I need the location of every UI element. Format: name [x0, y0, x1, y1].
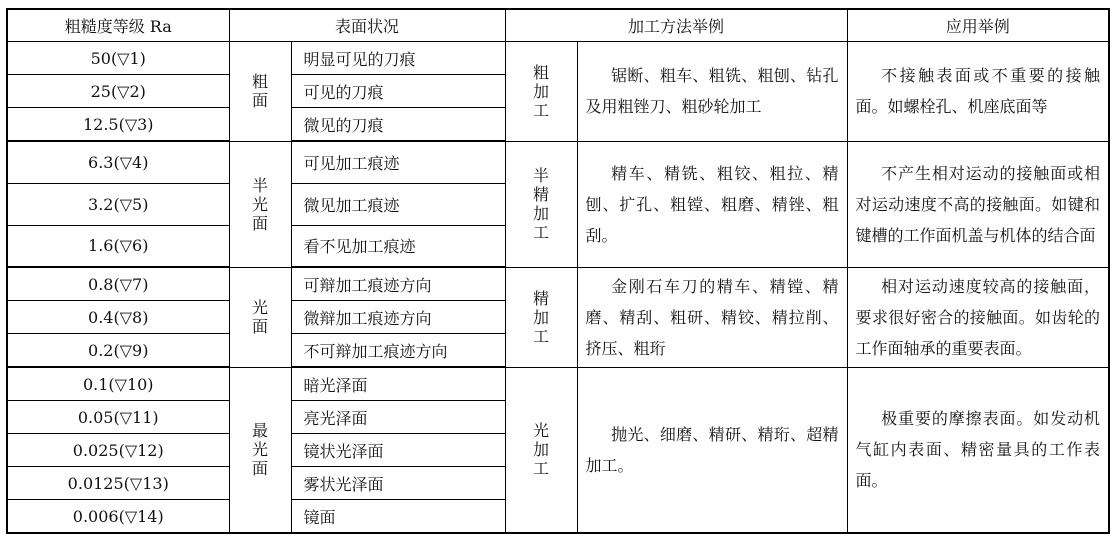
method-class: 光加工	[505, 367, 577, 533]
table-row	[7, 42, 1109, 75]
header-ra: 粗糙度等级 Ra	[7, 9, 229, 42]
surface-condition: 暗光泽面	[291, 367, 505, 401]
header-row	[7, 9, 1109, 42]
surface-condition: 可见的刀痕	[291, 75, 505, 108]
ra-value: 50(▽1)	[7, 42, 229, 75]
method-class: 精加工	[505, 267, 577, 367]
table-row	[7, 367, 1109, 401]
ra-value: 0.006(▽14)	[7, 500, 229, 534]
header-method: 加工方法举例	[505, 9, 847, 42]
ra-value: 1.6(▽6)	[7, 225, 229, 267]
surface-condition: 微辩加工痕迹方向	[291, 301, 505, 334]
method-class: 半精加工	[505, 141, 577, 267]
surface-class: 粗面	[229, 42, 291, 142]
method-examples: 锯断、粗车、粗铣、粗刨、钻孔及用粗锉刀、粗砂轮加工	[577, 42, 847, 142]
ra-value: 25(▽2)	[7, 75, 229, 108]
roughness-table	[6, 8, 1110, 534]
surface-condition: 可见加工痕迹	[291, 141, 505, 183]
surface-condition: 微见的刀痕	[291, 108, 505, 142]
surface-class: 半光面	[229, 141, 291, 267]
application-examples: 相对运动速度较高的接触面，要求很好密合的接触面。如齿轮的工作面轴承的重要表面。	[847, 267, 1109, 367]
ra-value: 3.2(▽5)	[7, 183, 229, 225]
table-row	[7, 141, 1109, 183]
ra-value: 0.4(▽8)	[7, 301, 229, 334]
application-examples: 不接触表面或不重要的接触面。如螺栓孔、机座底面等	[847, 42, 1109, 142]
surface-condition: 雾状光泽面	[291, 467, 505, 500]
surface-condition: 微见加工痕迹	[291, 183, 505, 225]
ra-value: 0.025(▽12)	[7, 434, 229, 467]
method-examples: 精车、精铣、粗铰、粗拉、精刨、扩孔、粗镗、粗磨、精锉、粗刮。	[577, 141, 847, 267]
application-examples: 极重要的摩擦表面。如发动机气缸内表面、精密量具的工作表面。	[847, 367, 1109, 533]
application-examples: 不产生相对运动的接触面或相对运动速度不高的接触面。如键和键槽的工作面机盖与机体的结合面	[847, 141, 1109, 267]
surface-condition: 看不见加工痕迹	[291, 225, 505, 267]
surface-class: 最光面	[229, 367, 291, 533]
ra-value: 0.2(▽9)	[7, 334, 229, 368]
surface-condition: 不可辩加工痕迹方向	[291, 334, 505, 368]
surface-class: 光面	[229, 267, 291, 367]
table-row	[7, 267, 1109, 301]
method-class: 粗加工	[505, 42, 577, 142]
ra-value: 6.3(▽4)	[7, 141, 229, 183]
ra-value: 0.1(▽10)	[7, 367, 229, 401]
header-surface: 表面状况	[229, 9, 505, 42]
header-application: 应用举例	[847, 9, 1109, 42]
surface-condition: 明显可见的刀痕	[291, 42, 505, 75]
surface-condition: 亮光泽面	[291, 401, 505, 434]
ra-value: 0.0125(▽13)	[7, 467, 229, 500]
ra-value: 12.5(▽3)	[7, 108, 229, 142]
method-examples: 金刚石车刀的精车、精镗、精磨、精刮、粗研、精铰、精拉削、挤压、粗珩	[577, 267, 847, 367]
surface-condition: 镜状光泽面	[291, 434, 505, 467]
ra-value: 0.05(▽11)	[7, 401, 229, 434]
surface-condition: 镜面	[291, 500, 505, 534]
method-examples: 抛光、细磨、精研、精珩、超精加工。	[577, 367, 847, 533]
ra-value: 0.8(▽7)	[7, 267, 229, 301]
surface-condition: 可辩加工痕迹方向	[291, 267, 505, 301]
